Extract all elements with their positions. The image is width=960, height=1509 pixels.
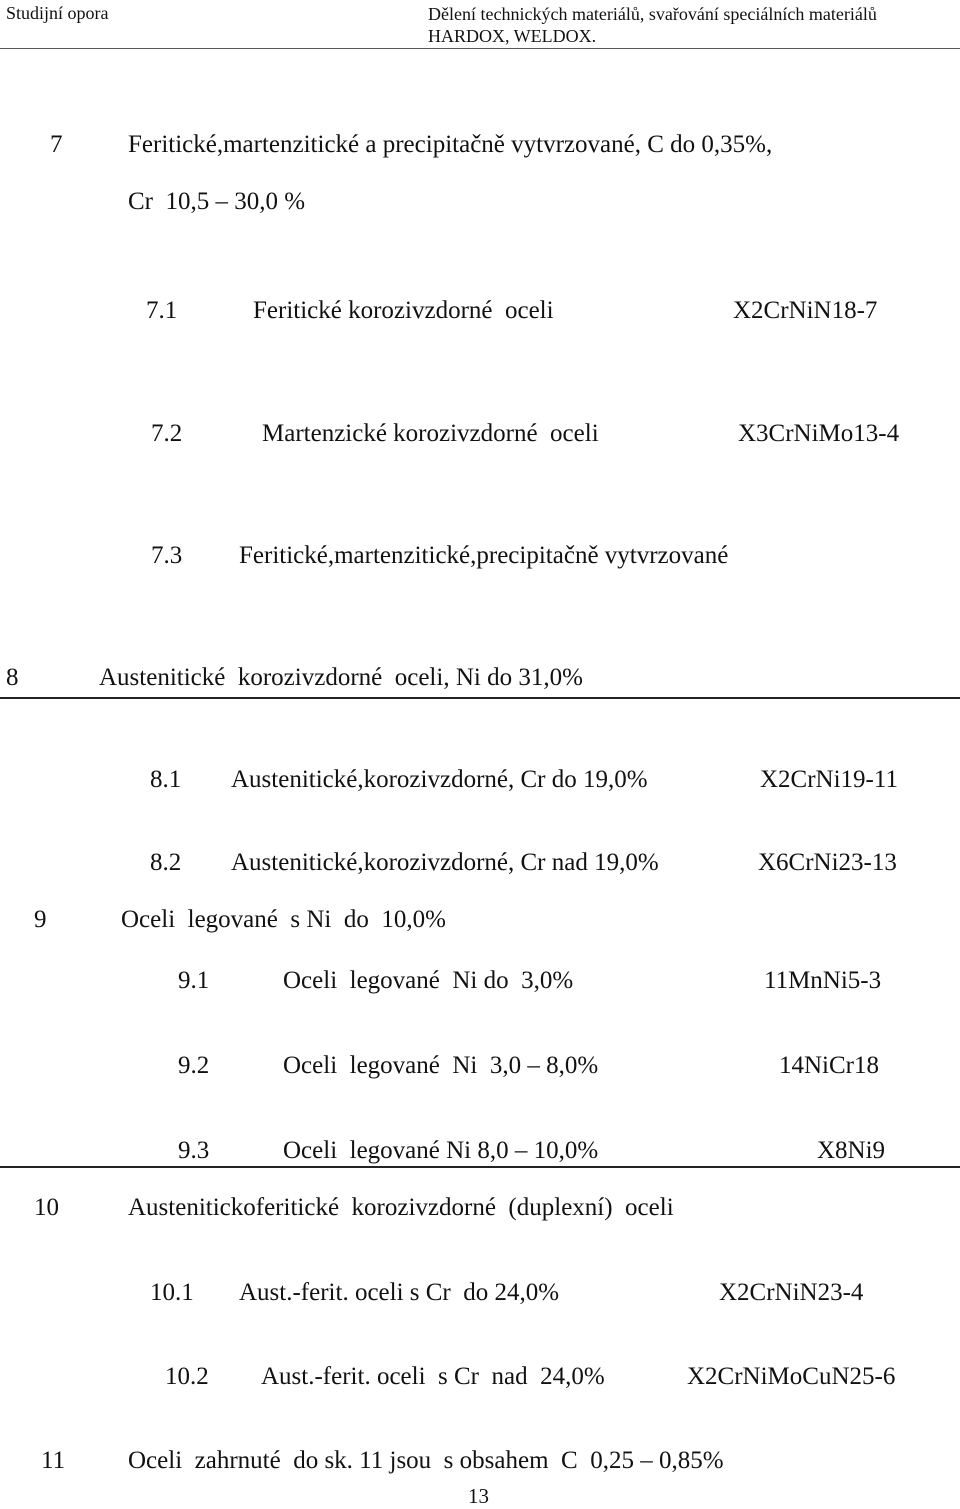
item-number: 9.1 bbox=[178, 967, 210, 994]
group-number: 10 bbox=[34, 1194, 59, 1221]
section-divider bbox=[0, 1166, 960, 1168]
item-grade: X6CrNi23-13 bbox=[758, 849, 897, 876]
group-title: Oceli zahrnuté do sk. 11 jsou s obsahem C 0,25 – 0,85% bbox=[128, 1447, 724, 1474]
group-number: 7 bbox=[50, 131, 63, 158]
item-name: Austenitické,korozivzdorné, Cr do 19,0% bbox=[231, 766, 648, 793]
item-number: 9.2 bbox=[178, 1052, 210, 1079]
item-name: Feritické korozivzdorné oceli bbox=[253, 297, 554, 324]
header-course-label: Studijní opora bbox=[6, 3, 109, 23]
item-grade: X2CrNi19-11 bbox=[760, 766, 898, 793]
item-name: Feritické,martenzitické,precipitačně vytvrzované bbox=[239, 542, 729, 569]
item-number: 10.2 bbox=[165, 1363, 209, 1390]
item-grade: 14NiCr18 bbox=[779, 1052, 879, 1079]
group-title-continuation: Cr 10,5 – 30,0 % bbox=[128, 188, 306, 215]
item-grade: X2CrNiMoCuN25-6 bbox=[687, 1363, 896, 1390]
group-title: Feritické,martenzitické a precipitačně vytvrzované, C do 0,35%, bbox=[128, 131, 773, 158]
item-name: Aust.-ferit. oceli s Cr nad 24,0% bbox=[261, 1363, 605, 1390]
item-grade: X8Ni9 bbox=[817, 1137, 886, 1164]
item-number: 7.3 bbox=[151, 542, 183, 569]
item-name: Austenitické,korozivzdorné, Cr nad 19,0% bbox=[231, 849, 659, 876]
item-number: 7.2 bbox=[151, 420, 183, 447]
item-number: 8.1 bbox=[150, 766, 182, 793]
header-title bbox=[428, 3, 877, 47]
item-name: Oceli legované Ni 8,0 – 10,0% bbox=[283, 1137, 599, 1164]
item-name: Oceli legované Ni 3,0 – 8,0% bbox=[283, 1052, 599, 1079]
header-title-line2: HARDOX, WELDOX. bbox=[428, 26, 597, 46]
item-name: Martenzické korozivzdorné oceli bbox=[262, 420, 599, 447]
group-number: 11 bbox=[41, 1447, 66, 1474]
item-number: 8.2 bbox=[150, 849, 182, 876]
item-number: 10.1 bbox=[150, 1279, 194, 1306]
page-number: 13 bbox=[468, 1484, 489, 1508]
item-grade: X2CrNiN18-7 bbox=[733, 297, 878, 324]
item-grade: 11MnNi5-3 bbox=[764, 967, 882, 994]
item-number: 9.3 bbox=[178, 1137, 210, 1164]
item-number: 7.1 bbox=[146, 297, 178, 324]
section-divider bbox=[0, 697, 960, 699]
header-title-line1: Dělení technických materiálů, svařování speciálních materiálů bbox=[428, 4, 877, 24]
group-title: Austenitickoferitické korozivzdorné (duplexní) oceli bbox=[128, 1194, 674, 1221]
group-title: Austenitické korozivzdorné oceli, Ni do 31,0% bbox=[99, 664, 583, 691]
group-number: 8 bbox=[6, 664, 19, 691]
group-title: Oceli legované s Ni do 10,0% bbox=[121, 906, 446, 933]
item-name: Aust.-ferit. oceli s Cr do 24,0% bbox=[239, 1279, 560, 1306]
item-grade: X3CrNiMo13-4 bbox=[738, 420, 900, 447]
item-name: Oceli legované Ni do 3,0% bbox=[283, 967, 574, 994]
item-grade: X2CrNiN23-4 bbox=[719, 1279, 864, 1306]
page-header bbox=[0, 0, 960, 49]
group-number: 9 bbox=[34, 906, 47, 933]
